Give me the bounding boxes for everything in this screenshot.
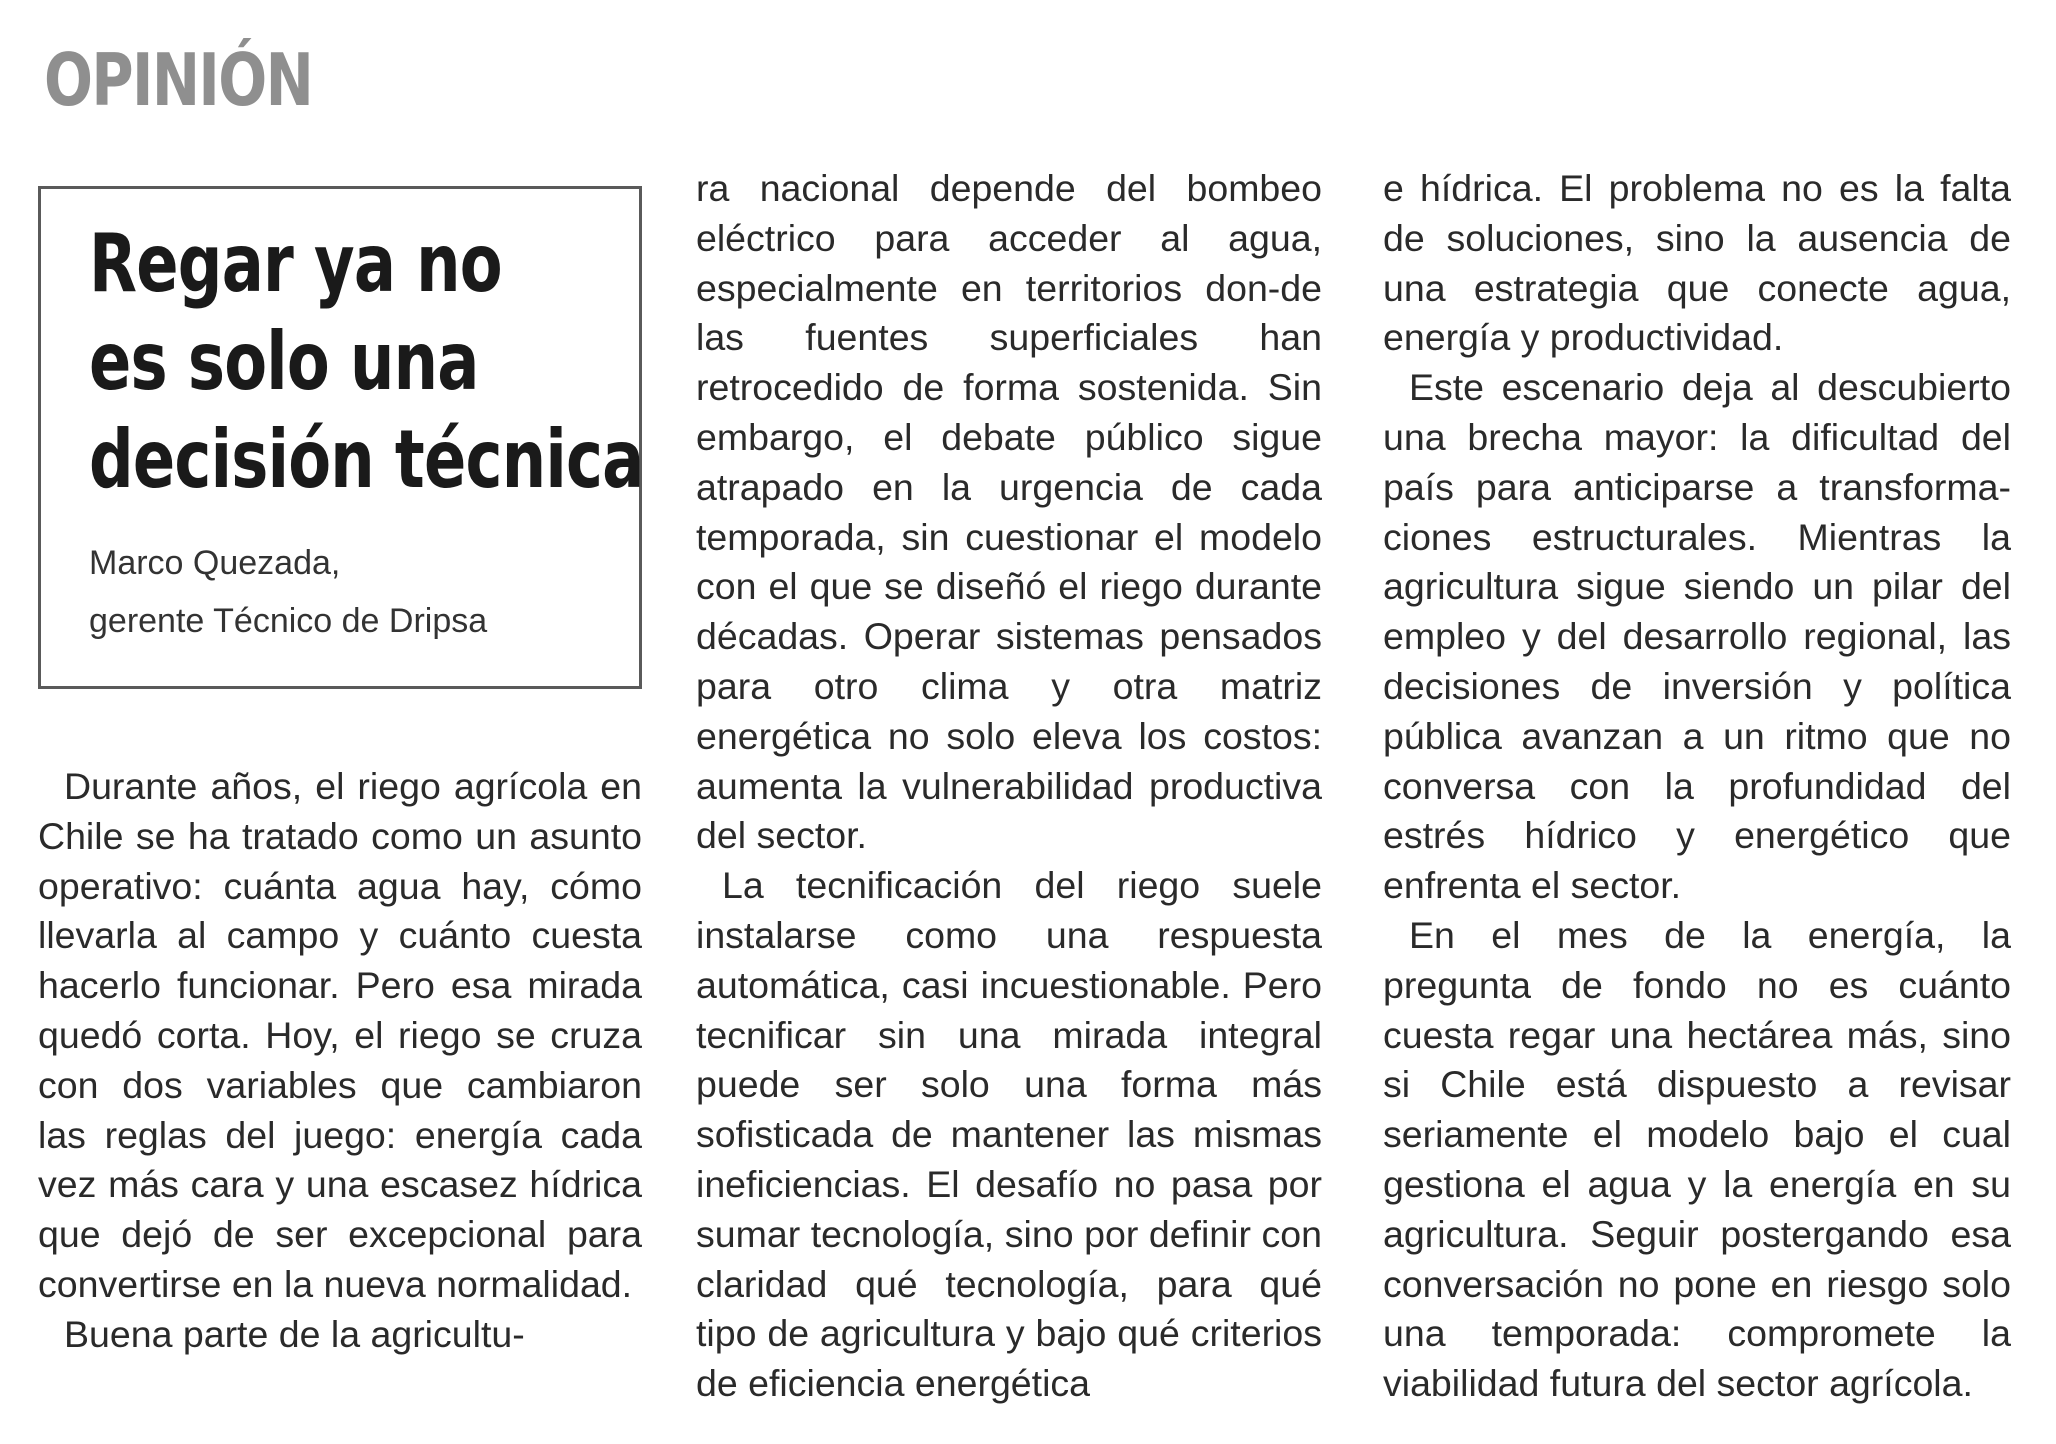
author-name: Marco Quezada,	[89, 544, 341, 582]
headline-line: es solo una	[89, 315, 479, 408]
paragraph: Durante años, el riego agrícola en Chile se ha tratado como un asunto operativo: cuánta agua hay, cómo llevarla al campo y cuánto cuesta hacerlo funcionar. Pero esa mirada quedó corta. Hoy, el riego se cruza con dos variables que cambiaron las reglas del juego: energía cada vez más cara y una escasez hídrica que dejó de ser excepcional para convertirse en la nueva normalidad.	[38, 765, 642, 1305]
headline-line: decisión técnica	[89, 413, 644, 506]
paragraph: Buena parte de la agricultu-	[64, 1312, 525, 1355]
headline-line: Regar ya no	[89, 217, 502, 310]
paragraph: e hídrica. El problema no es la falta de soluciones, sino la ausencia de una estrategia que conecte agua, energía y productividad.	[1383, 167, 2011, 359]
paragraph: ra nacional depende del bombeo eléctrico para acceder al agua, especialmente en territorios don-de las fuentes superficiales han retrocedido de forma sostenida. Sin embargo, el debate público sigue atrapado en la urgencia de cada temporada, sin cuestionar el modelo con el que se diseñó el riego durante décadas. Operar sistemas pensados para otro clima y otra matriz energética no solo eleva los costos: aumenta la vulnerabilidad productiva del sector.	[696, 167, 1322, 857]
byline	[89, 534, 487, 650]
paragraph: Este escenario deja al descubierto una brecha mayor: la dificultad del país para anticiparse a transforma-ciones estructurales. Mientras la agricultura sigue siendo un pilar del empleo y del desarrollo regional, las decisiones de inversión y política pública avanzan a un ritmo que no conversa con la profundidad del estrés hídrico y energético que enfrenta el sector.	[1383, 366, 2011, 907]
article-column-1	[38, 762, 642, 1360]
author-role: gerente Técnico de Dripsa	[89, 602, 488, 640]
section-label: OPINIÓN	[44, 38, 313, 122]
headline	[89, 215, 644, 509]
article-column-3	[1383, 164, 2011, 1409]
title-box	[38, 186, 642, 689]
article-column-2	[696, 164, 1322, 1409]
paragraph: La tecnificación del riego suele instalarse como una respuesta automática, casi incuestionable. Pero tecnificar sin una mirada integral puede ser solo una forma más sofisticada de mantener las mismas ineficiencias. El desafío no pasa por sumar tecnología, sino por definir con claridad qué tecnología, para qué tipo de agricultura y bajo qué criterios de eficiencia energética	[696, 864, 1322, 1405]
paragraph: En el mes de la energía, la pregunta de fondo no es cuánto cuesta regar una hectárea más, sino si Chile está dispuesto a revisar seriamente el modelo bajo el cual gestiona el agua y la energía en su agricultura. Seguir postergando esa conversación no pone en riesgo solo una temporada: compromete la viabilidad futura del sector agrícola.	[1383, 913, 2011, 1405]
